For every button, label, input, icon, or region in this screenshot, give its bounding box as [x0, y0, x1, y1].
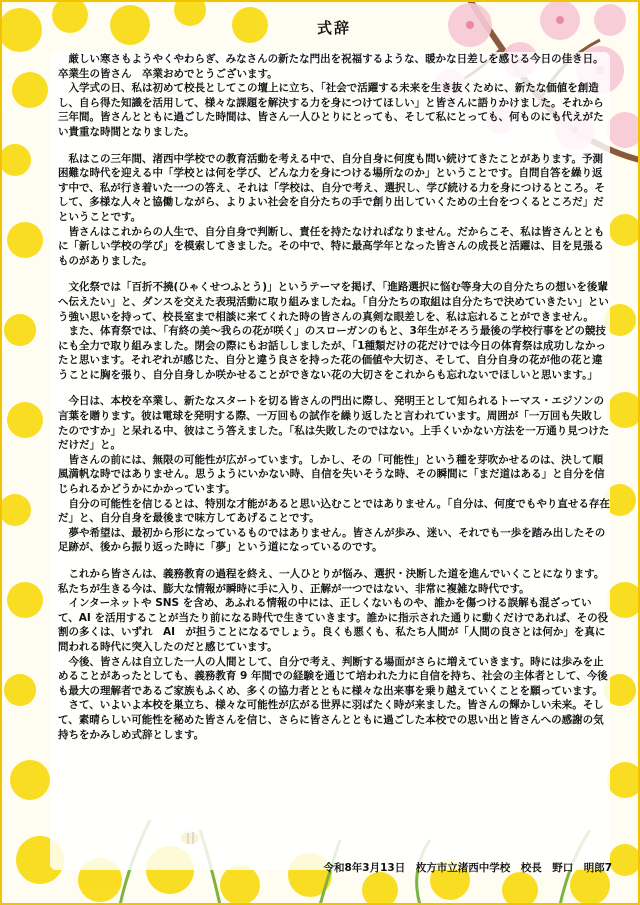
paragraph: さて、いよいよ本校を巣立ち、様々な可能性が広がる世界に羽ばたく時が来ました。皆さんの輝かしい未来。そして、素晴らしい可能性を秘めた皆さんを信じ、さらに皆さんとともに過ごした本校での思い出と皆さんへの感謝の気持ちをかみしめ式辞とします。 [58, 699, 604, 741]
section-future [58, 567, 610, 742]
section-school-learning [58, 152, 610, 269]
paragraph: これから皆さんは、義務教育の過程を終え、一人ひとりが悩み、選択・決断した道を進んでいくことになります。私たちが生きる今は、膨大な情報が瞬時に手に入り、正解が一つではない、非常に複雑な時代です。 [58, 568, 605, 595]
paragraph: 今後、皆さんは自立した一人の人間として、自分で考え、判断する場面がさらに増えていきます。時には歩みを止めることがあったとしても、義務教育 9 年間での経験を通じて培われた力に自信を持ち、社会の主体者として、今後も最大の理解者であるご家族もふくめ、多くの協力者とともに様々な出来事を乗り越えていくことを願っています。 [58, 655, 608, 697]
section-edison [58, 394, 610, 555]
paragraph: 私はこの三年間、渚西中学校での教育活動を考える中で、自分自身に何度も問い続けてきたことがあります。予測困難な時代を迎える中「学校とは何を学び、どんな力を身につける場所なのか」ということです。自問自答を繰り返す中で、私が行き着いた一つの答え、それは「学校は、自分で考え、選択し、学び続ける力を身につけるところ。そして、多様な人々と協働しながら、よりよい社会を自分たちの手で創り出していくための土台をつくるところだ」だということです。 [58, 152, 605, 223]
paragraph: 皆さんの前には、無限の可能性が広がっています。しかし、その「可能性」という種を芽吹かせるのは、決して順風満帆な時ではありません。思うようにいかない時、自信を失いそうな時、その瞬間に「まだ道はある」と自分を信じられるかどうかにかかっています。 [58, 453, 605, 496]
paragraph: また、体育祭では、「有終の美～我らの花が咲く」のスローガンのもと、3年生がそろう最後の学校行事をどの競技にも全力で取り組みました。閉会の際にもお話ししましたが、「1種類だけの花だけでは今日の体育祭は成功しなかったと思います。それぞれが感じた、自分と違う良さを持った花の価値や大切さ、そして、自分自身の花が他の花と違うことに胸を張り、自分自身しか咲かせることができない花の大切さをこれからも忘れないでほしいと思います。」 [58, 325, 607, 381]
speech-body [58, 18, 610, 754]
paragraph: 文化祭では「百折不撓(ひゃくせつふとう)」というテーマを掲げ、「進路選択に悩む等身大の自分たちの想いを後輩へ伝えたい」と、ダンスを交えた表現活動に取り組みましたね。「自分たちの取組は自分たちで決めていきたい」という強い思いを持って、校長室まで相談に来てくれた時の皆さんの真剣な眼差しを、私は忘れることができません。 [58, 281, 609, 323]
section-opening [58, 52, 610, 140]
page-title: 式辞 [316, 19, 351, 37]
section-events [58, 280, 610, 382]
paragraph: 厳しい寒さもようやくやわらぎ、みなさんの新たな門出を祝福するような、暖かな日差しを感じる今日の佳き日。卒業生の皆さん 卒業おめでとうございます。 [58, 53, 604, 80]
paragraph: 入学式の日、私は初めて校長としてこの壇上に立ち、「社会で活躍する未来を生き抜くために、新たな価値を創造し、自ら得た知識を活用して、様々な課題を解決する力を身につけてほしい」と皆さんに語りかけました。それから三年間。皆さんとともに過ごした時間は、皆さん一人ひとりにとっても、そして私にとっても、何ものにも代えがたい貴重な時間となりました。 [58, 82, 604, 138]
paragraph: 夢や希望は、最初から形になっているものではありません。皆さんが歩み、迷い、それでも一歩を踏み出したその足跡が、後から振り返った時に「夢」という道になっているのです。 [58, 526, 606, 554]
paragraph: 自分の可能性を信じるとは、特別な才能があると思い込むことではありません。「自分は、何度でもやり直せる存在だ」と、自分自身を最後まで味方してあげることです。 [58, 497, 610, 525]
signature: 令和8年3月13日 枚方市立渚西中学校 校長 野口 明郎7 [323, 862, 612, 874]
paragraph: 皆さんはこれからの人生で、自分自身で判断し、責任を持たなければなりません。だからこそ、私は皆さんとともに「新しい学校の学び」を模索してきました。その中で、特に最高学年となった皆さんの成長と活躍は、目を見張るものがありました。 [58, 225, 605, 267]
paragraph: インターネットや SNS を含め、あふれる情報の中には、正しくないものや、誰かを傷つける誤解も混ざっていて、AI を活用することが当たり前になる時代で生きていきます。誰かに指示された通りに動くだけであれば、その役割の多くは、いずれ AI が担うことになるでしょう。良くも悪くも、私たち人間が「人間の良さとは何か」を真に問われる時代に突入したのだと感じています。 [58, 597, 609, 653]
paragraph: 今日は、本校を卒業し、新たなスタートを切る皆さんの門出に際し、発明王として知られるトーマス・エジソンの言葉を贈ります。彼は電球を発明する際、一万回もの試作を繰り返したと言われています。周囲が「一万回も失敗したのですか」と呆れる中、彼はこう答えました。「私は失敗したのではない。上手くいかない方法を一万通り見つけただけだ」と。 [58, 395, 610, 452]
